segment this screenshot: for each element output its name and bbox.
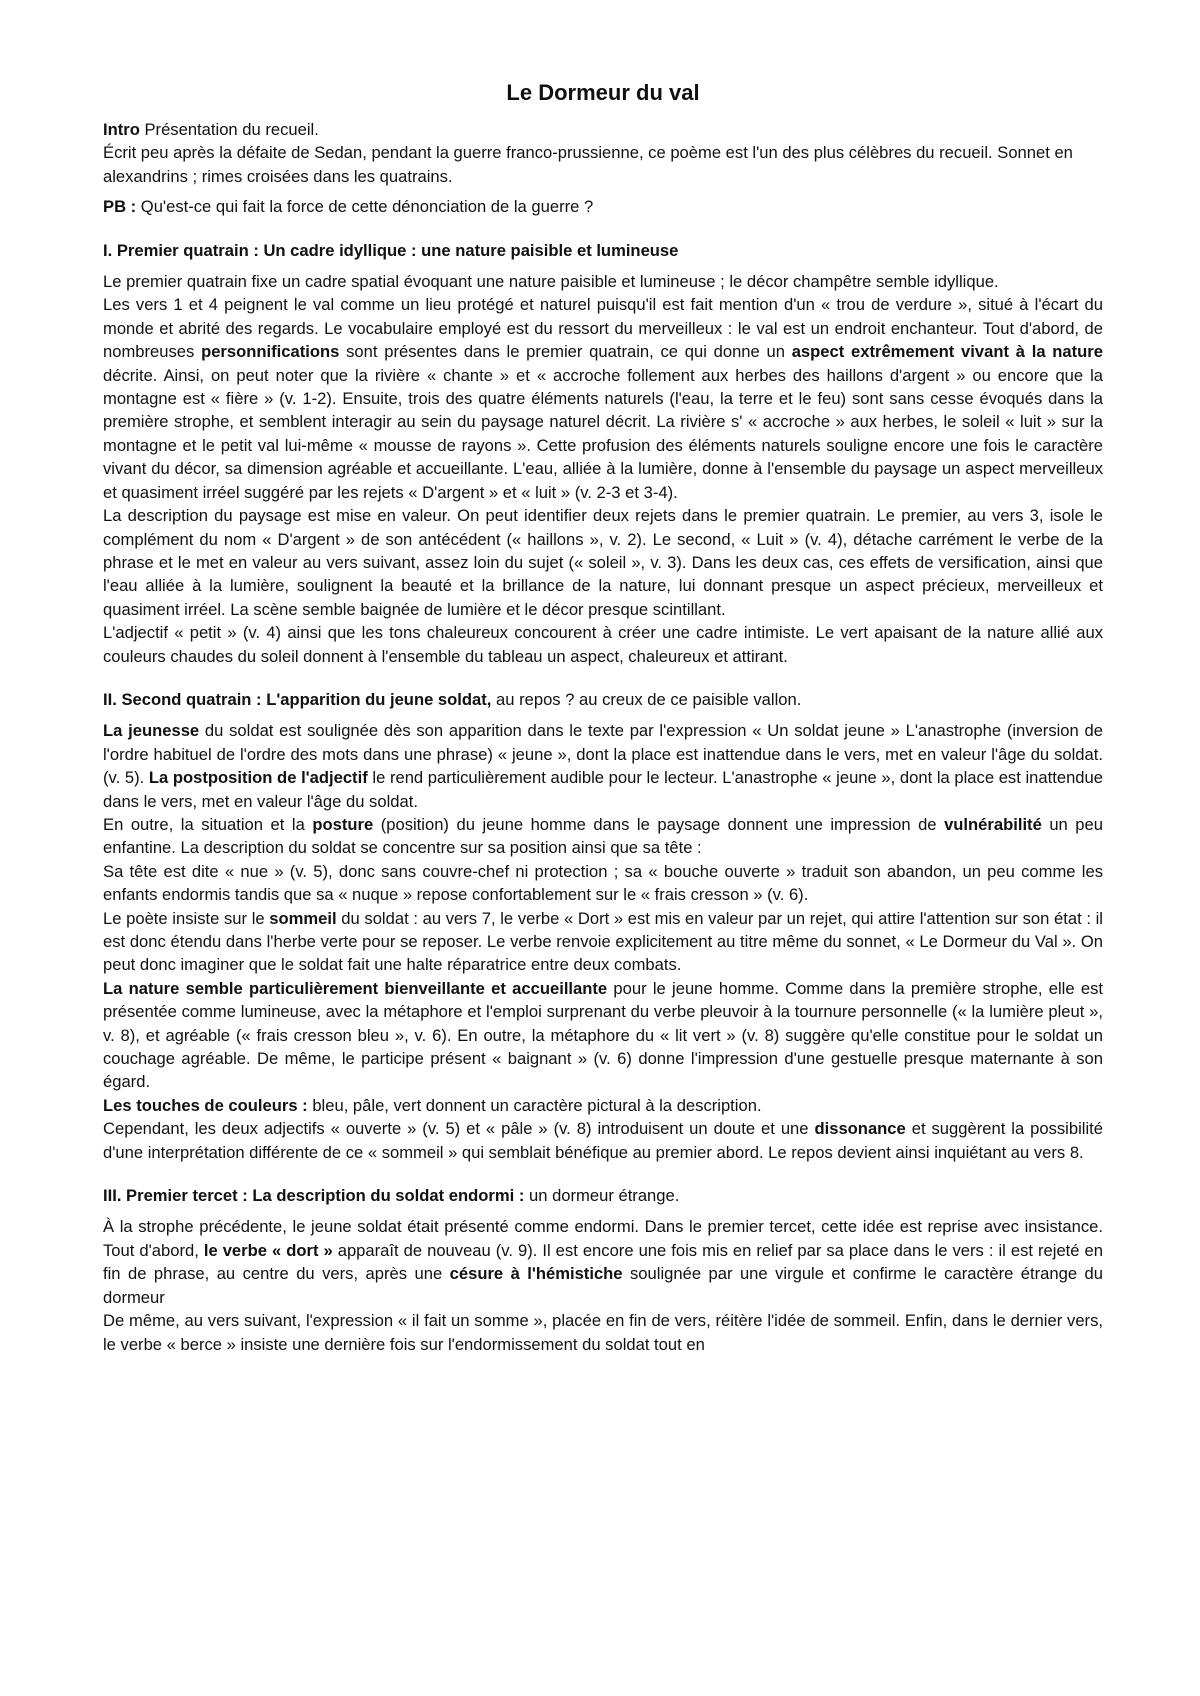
intro-paragraph (103, 118, 1103, 141)
s1-p2-text-c: décrite. Ainsi, on peut noter que la rivière « chante » et « accroche follement aux herbes des haillons d'argent » ou encore que la montagne est « fière » (v. 1-2). Ensuite, trois des quatre éléments naturels (l'eau, la terre et le feu) sont sans cesse évoqués dans la première strophe, et semblent interagir au sein du paysage naturel décrit. La rivière s' « accroche » aux herbes, le soleil « luit » sur la montagne et le petit val lui-même « mousse de rayons ». Cette profusion des éléments naturels souligne encore une fois le caractère vivant du décor, sa dimension agréable et accueillante. L'eau, alliée à la lumière, donne à l'ensemble du paysage un aspect merveilleux et quasiment irréel suggéré par les rejets « D'argent » et « luit » (v. 2-3 et 3-4). (103, 365, 1103, 502)
problematique (103, 195, 1103, 218)
s2-p5-bold: La nature semble particulièrement bienveillante et accueillante (103, 978, 608, 998)
section-3-heading-normal: un dormeur étrange. (524, 1186, 680, 1206)
s3-p1-text-a: À la strophe précédente, le jeune soldat était présenté comme endormi. Dans le premier tercet, cette idée est reprise avec insistance. Tout d'abord, (103, 1217, 1103, 1260)
s2-p5-text: pour le jeune homme. Comme dans la première strophe, elle est présentée comme lumineuse, avec la métaphore et l'emploi surprenant du verbe pleuvoir à la tournure personnelle (« la lumière pleut », v. 8), et agréable (« frais cresson bleu », v. 6). En outre, la métaphore du « lit vert » (v. 8) suggère qu'elle constitue pour le soldat un couchage agréable. De même, le participe présent « baignant » (v. 6) donne l'impression d'une gestuelle presque maternante à son égard. (103, 978, 1103, 1092)
s2-paragraph-3: Sa tête est dite « nue » (v. 5), donc sans couvre-chef ni protection ; sa « bouche ouverte » traduit son abandon, un peu comme les enfants endormis tandis que sa « nuque » repose confortablement sur le « frais cresson » (v. 6). (103, 861, 1103, 905)
s3-p1-text-b: apparaît de nouveau (v. 9). Il est encore une fois mis en relief par sa place dans le vers : il est rejeté en fin de phrase, au centre du vers, après une (103, 1240, 1103, 1284)
s2-p2-bold-b: vulnérabilité (944, 814, 1042, 834)
s2-p7-text-a: Cependant, les deux adjectifs « ouverte » (v. 5) et « pâle » (v. 8) introduisent un doute et une (103, 1119, 815, 1139)
section-3-heading (103, 1184, 1103, 1207)
section-2-heading-normal: au repos ? au creux de ce paisible vallon. (491, 689, 802, 709)
s2-p4-text-a: Le poète insiste sur le (103, 908, 270, 928)
s1-paragraph-3: La description du paysage est mise en valeur. On peut identifier deux rejets dans le premier quatrain. Le premier, au vers 3, isole le complément du nom « D'argent » de son antécédent (« haillons », v. 2). Le second, « Luit » (v. 4), détache carrément le verbe de la phrase et le met en valeur au vers suivant, assez loin du sujet (« soleil », v. 3). Dans les deux cas, ces effets de versification, ainsi que l'eau alliée à la lumière, soulignent la beauté et la brillance de la nature, lui donnant presque un aspect précieux, merveilleux et quasiment irréel. La scène semble baignée de lumière et le décor presque scintillant. (103, 506, 1103, 619)
document-page (103, 78, 1103, 1356)
s2-p1-text-a: du soldat est soulignée dès son apparition dans le texte par l'expression « Un soldat jeune » L'anastrophe (inversion de l'ordre habituel de l'ordre des mots dans une phrase) « jeune », dont la place est inattendue dans le vers, met en valeur l'âge du soldat. (v. 5). (103, 721, 1103, 788)
pb-text: Qu'est-ce qui fait la force de cette dénonciation de la guerre ? (136, 197, 594, 217)
s1-p2-text-a: Les vers 1 et 4 peignent le val comme un lieu protégé et naturel puisqu'il est fait mention d'un « trou de verdure », situé à l'écart du monde et abrité des regards. Le vocabulaire employé est du ressort du merveilleux : le val est un endroit enchanteur. Tout d'abord, de nombreuses (103, 295, 1103, 362)
intro-context: Écrit peu après la défaite de Sedan, pendant la guerre franco-prussienne, ce poème est l'un des plus célèbres du recueil. Sonnet en alexandrins ; rimes croisées dans les quatrains. (103, 143, 1073, 186)
document-title: Le Dormeur du val (506, 80, 700, 105)
s2-p4-text-b: du soldat : au vers 7, le verbe « Dort » est mis en valeur par un rejet, qui attire l'attention sur son état : il est donc étendu dans l'herbe verte pour se reposer. Le verbe renvoie explicitement au titre même du sonnet, « Le Dormeur du Val ». On peut donc imaginer que le soldat fait une halte réparatrice entre deux combats. (103, 908, 1103, 975)
s2-paragraph-1 (103, 719, 1103, 813)
section-3-heading-bold: III. Premier tercet : La description du soldat endormi : (103, 1186, 525, 1206)
s2-p1-bold-b: La postposition de l'adjectif (148, 768, 368, 788)
s3-paragraph-1 (103, 1215, 1103, 1309)
section-1-heading-text: I. Premier quatrain : Un cadre idyllique : une nature paisible et lumineuse (103, 240, 679, 260)
s3-p1-text-c: soulignée par une virgule et confirme le caractère étrange du dormeur (103, 1264, 1103, 1307)
s3-paragraph-2: De même, au vers suivant, l'expression « il fait un somme », placée en fin de vers, réitère l'idée de sommeil. Enfin, dans le dernier vers, le verbe « berce » insiste une dernière fois sur l'endormissement du soldat tout en (103, 1311, 1103, 1354)
section-1-heading (103, 239, 1103, 262)
s2-paragraph-5 (103, 977, 1103, 1094)
s1-paragraph-2 (103, 293, 1103, 504)
s2-paragraph-7 (103, 1117, 1103, 1164)
s1-p2-bold-a: personnifications (201, 342, 340, 362)
s1-paragraph-1: Le premier quatrain fixe un cadre spatial évoquant une nature paisible et lumineuse ; le décor champêtre semble idyllique. (103, 272, 999, 292)
s1-p2-bold-b: aspect extrêmement vivant à la nature (791, 342, 1103, 362)
s2-p2-text-b: (position) du jeune homme dans le paysage donnent une impression de (373, 814, 945, 834)
intro-text: Présentation du recueil. (139, 120, 319, 139)
s2-p6-bold: Les touches de couleurs : (103, 1095, 308, 1115)
section-2-heading (103, 688, 1103, 711)
section-2-heading-bold: II. Second quatrain : L'apparition du jeune soldat, (103, 689, 492, 709)
s2-p2-text-a: En outre, la situation et la (103, 814, 313, 834)
s1-paragraph-4: L'adjectif « petit » (v. 4) ainsi que les tons chaleureux concourent à créer une cadre intimiste. Le vert apaisant de la nature allié aux couleurs chaudes du soleil donnent à l'ensemble du tableau un aspect, chaleureux et attirant. (103, 623, 1103, 666)
intro-label: Intro (103, 120, 140, 139)
s2-p6-text: bleu, pâle, vert donnent un caractère pictural à la description. (307, 1095, 762, 1115)
s3-p1-bold-a: le verbe « dort » (203, 1240, 333, 1260)
pb-label: PB : (103, 197, 137, 217)
s1-p2-text-b: sont présentes dans le premier quatrain, ce qui donne un (339, 342, 792, 362)
s3-p1-bold-b: césure à l'hémistiche (449, 1264, 623, 1284)
s2-p7-bold: dissonance (814, 1119, 906, 1139)
s2-paragraph-2 (103, 813, 1103, 860)
s2-p4-bold: sommeil (269, 908, 337, 928)
s2-p2-text-c: un peu enfantine. La description du soldat se concentre sur sa position ainsi que sa tête : (103, 814, 1103, 858)
s2-p2-bold-a: posture (312, 814, 374, 834)
s2-p7-text-b: et suggèrent la possibilité d'une interprétation différente de ce « sommeil » qui semblait bénéfique au premier abord. Le repos devient ainsi inquiétant au vers 8. (103, 1119, 1103, 1162)
s2-paragraph-6 (103, 1094, 1103, 1117)
s2-paragraph-4 (103, 907, 1103, 977)
s2-p1-text-b: le rend particulièrement audible pour le lecteur. L'anastrophe « jeune », dont la place est inattendue dans le vers, met en valeur l'âge du soldat. (103, 768, 1103, 811)
s2-p1-bold-a: La jeunesse (103, 721, 200, 741)
